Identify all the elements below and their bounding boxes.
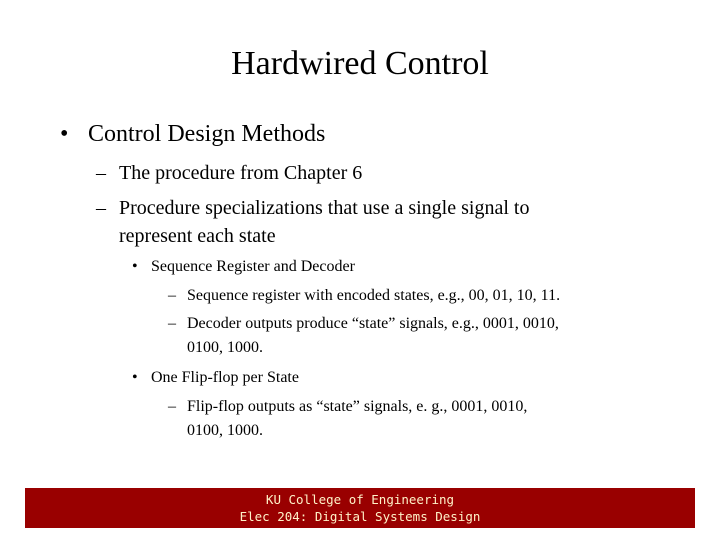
subbullet-procedure-chapter: The procedure from Chapter 6 — [119, 162, 363, 184]
subbullet-specializations-line1: Procedure specializations that use a single signal to — [119, 197, 530, 219]
dash-marker-icon: – — [96, 162, 106, 184]
footer-bar — [25, 488, 695, 528]
item-one-flipflop-per-state: One Flip-flop per State — [151, 369, 299, 386]
detail-flipflop-outputs-line1: Flip-flop outputs as “state” signals, e. g., 0001, 0010, — [187, 398, 528, 415]
detail-decoder-outputs-line2: 0100, 1000. — [187, 339, 263, 356]
dash-marker-icon: – — [96, 197, 106, 219]
dash-marker-icon: – — [168, 287, 176, 304]
item-sequence-register-decoder: Sequence Register and Decoder — [151, 258, 355, 275]
dash-marker-icon: – — [168, 398, 176, 415]
subbullet-specializations-line2: represent each state — [119, 225, 276, 247]
bullet-marker-icon: • — [60, 121, 69, 147]
bullet-control-design-methods: Control Design Methods — [88, 121, 326, 147]
detail-sequence-register: Sequence register with encoded states, e.g., 00, 01, 10, 11. — [187, 287, 561, 304]
footer-course: Elec 204: Digital Systems Design — [239, 509, 481, 524]
dash-marker-icon: – — [168, 315, 176, 332]
slide-title: Hardwired Control — [231, 45, 489, 82]
bullet-marker-icon: • — [132, 258, 138, 275]
bullet-marker-icon: • — [132, 369, 138, 386]
detail-flipflop-outputs-line2: 0100, 1000. — [187, 422, 263, 439]
footer-college: KU College of Engineering — [265, 492, 455, 507]
detail-decoder-outputs-line1: Decoder outputs produce “state” signals, e.g., 0001, 0010, — [187, 315, 559, 332]
